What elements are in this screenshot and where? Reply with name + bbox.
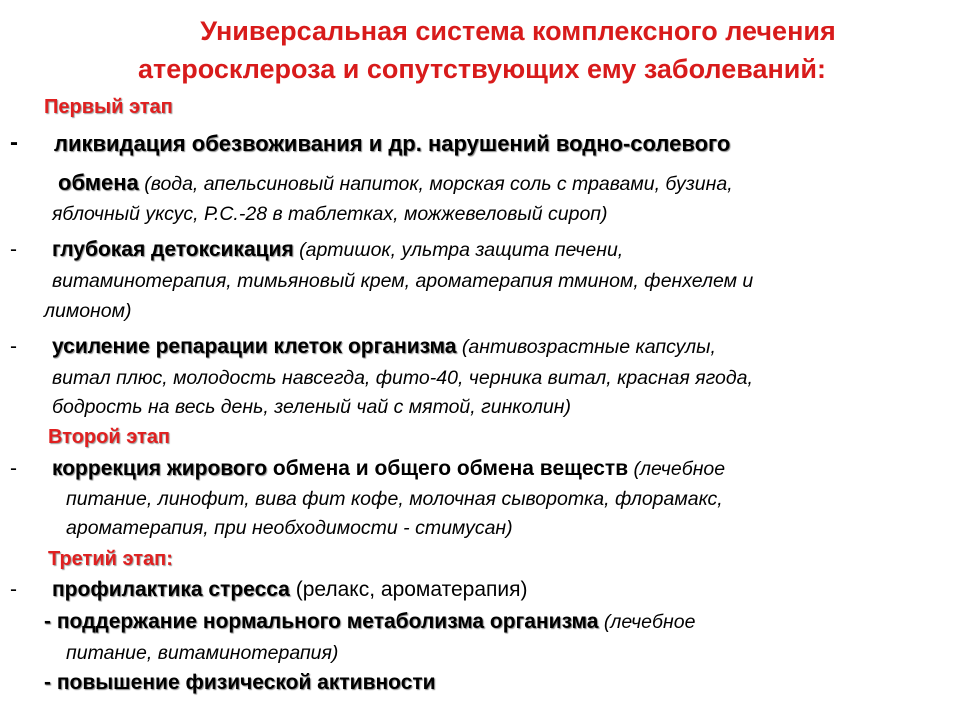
stage-1-item-3-detail-c: бодрость на весь день, зеленый чай с мятой, гинколин) (52, 396, 571, 418)
stage-1-item-3-dash: - (10, 335, 17, 358)
stage-3-item-1-line (52, 577, 527, 603)
stage-3-item-2-line-1 (44, 609, 695, 635)
stage-3-item-3-bold: - повышение физической активности (44, 671, 436, 694)
stage-1-item-1-bold-a: ликвидация обезвоживания и др. нарушений водно-солевого (54, 131, 731, 156)
stage-1-item-2-detail-c: лимоном) (44, 300, 132, 322)
stage-1-item-3-line-1 (52, 334, 716, 360)
stage-3-item-2-bold: - поддержание нормального метаболизма организма (44, 610, 599, 633)
stage-1-item-2-line-1 (52, 237, 623, 263)
slide-title-line-1: Универсальная система комплексного лечения (200, 16, 836, 46)
stage-1-item-1-detail-b: яблочный уксус, Р.С.-28 в таблетках, можжевеловый сироп) (52, 203, 608, 225)
stage-1-item-2-bold: глубокая детоксикация (52, 238, 294, 261)
stage-2-item-1-dash: - (10, 457, 17, 480)
slide-title-line-2: атеросклероза и сопутствующих ему заболеваний: (138, 54, 826, 84)
stage-3-item-1-dash: - (10, 578, 17, 601)
stage-3-item-1-bold: профилактика стресса (52, 578, 290, 601)
stage-2-item-1-detail-c: ароматерапия, при необходимости - стимусан) (66, 517, 513, 539)
stage-3-item-3-line (44, 670, 436, 696)
stage-3-item-1-detail: (релакс, ароматерапия) (289, 578, 528, 601)
stage-1-item-1-bold-b: обмена (58, 170, 139, 195)
stage-1-item-1-dash: - (10, 129, 18, 156)
stage-3-heading: Третий этап: (48, 548, 173, 570)
stage-2-item-1-bold-shadow: коррекция жирового (52, 457, 268, 480)
stage-1-item-3-detail-a: (антивозрастные капсулы, (456, 336, 716, 358)
stage-1-item-2-detail-a: (артишок, ультра защита печени, (293, 239, 624, 261)
stage-2-item-1-line-1 (52, 456, 725, 482)
stage-1-item-2-detail-b: витаминотерапия, тимьяновый крем, ароматерапия тмином, фенхелем и (52, 270, 754, 292)
stage-1-heading: Первый этап (44, 96, 173, 118)
stage-1-item-3-bold: усиление репарации клеток организма (52, 335, 457, 358)
stage-2-heading: Второй этап (48, 426, 170, 448)
stage-2-item-1-detail-b: питание, линофит, вива фит кофе, молочная сыворотка, флорамакс, (66, 488, 723, 510)
stage-1-item-3-detail-b: витал плюс, молодость навсегда, фито-40, черника витал, красная ягода, (52, 367, 753, 389)
stage-3-item-2-detail-a: (лечебное (598, 611, 696, 633)
stage-3-item-2-detail-b: питание, витаминотерапия) (66, 642, 339, 664)
stage-2-item-1-bold-plain: обмена и общего обмена веществ (267, 457, 629, 480)
stage-1-item-1-line-2 (58, 170, 733, 197)
stage-1-item-1-line-1 (54, 131, 730, 158)
stage-2-item-1-detail-a: (лечебное (628, 458, 726, 480)
stage-1-item-2-dash: - (10, 238, 17, 261)
stage-1-item-1-detail-a: (вода, апельсиновый напиток, морская соль с травами, бузина, (138, 173, 733, 195)
